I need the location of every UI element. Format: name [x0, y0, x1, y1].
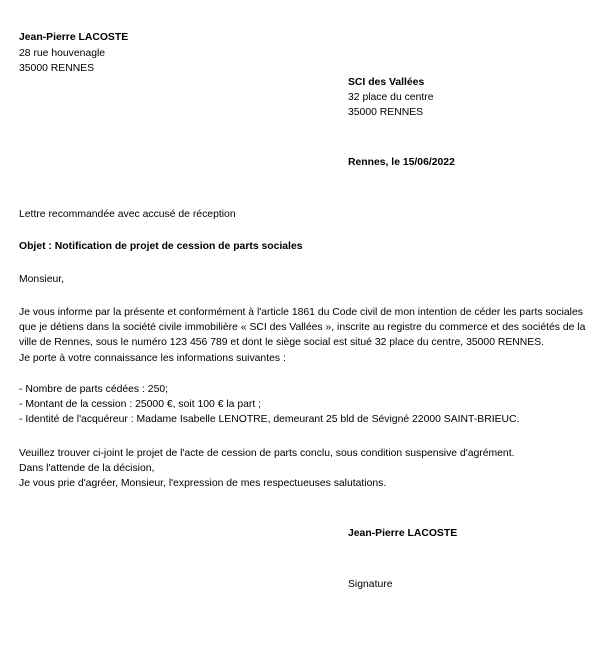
- paragraph-line: que je détiens dans la société civile immobilière « SCI des Vallées », inscrite au registre du commerce et des sociétés de la: [19, 322, 586, 334]
- detail-item: - Identité de l'acquéreur : Madame Isabelle LENOTRE, demeurant 25 bld de Sévigné 22000 SAINT-BRIEUC.: [19, 414, 520, 426]
- recipient-city: 35000 RENNES: [348, 107, 424, 118]
- detail-item: - Nombre de parts cédées : 250;: [19, 384, 169, 395]
- paragraph-closing: [19, 446, 589, 492]
- paragraph-line: Je vous informe par la présente et conformément à l'article 1861 du Code civil de mon intention de céder les parts sociales: [19, 307, 583, 318]
- delivery-mode: Lettre recommandée avec accusé de réception: [19, 209, 236, 220]
- sender-name: Jean-Pierre LACOSTE: [19, 32, 129, 43]
- recipient-street: 32 place du centre: [348, 92, 434, 103]
- salutation: Monsieur,: [19, 274, 65, 285]
- signature-name: Jean-Pierre LACOSTE: [348, 528, 458, 539]
- detail-item: - Montant de la cession : 25000 €, soit 100 € la part ;: [19, 399, 262, 411]
- closing-line: Dans l'attende de la décision,: [19, 463, 155, 475]
- closing-line: Veuillez trouver ci-joint le projet de l'acte de cession de parts conclu, sous condition suspensive d'agrément.: [19, 448, 515, 459]
- closing-line: Je vous prie d'agréer, Monsieur, l'expression de mes respectueuses salutations.: [19, 478, 387, 490]
- paragraph-line: ville de Rennes, sous le numéro 123 456 789 et dont le siège social est situé 32 place du centre, 35000 RENNES.: [19, 337, 545, 349]
- signature-label: Signature: [348, 579, 393, 590]
- recipient-name: SCI des Vallées: [348, 77, 425, 88]
- details-list: [19, 382, 589, 428]
- date-line: Rennes, le 15/06/2022: [348, 157, 455, 168]
- paragraph-line: Je porte à votre connaissance les informations suivantes :: [19, 352, 286, 364]
- sender-city: 35000 RENNES: [19, 63, 95, 74]
- sender-street: 28 rue houvenagle: [19, 48, 106, 59]
- subject-line: Objet : Notification de projet de cession de parts sociales: [19, 241, 303, 252]
- paragraph-intent: [19, 305, 589, 366]
